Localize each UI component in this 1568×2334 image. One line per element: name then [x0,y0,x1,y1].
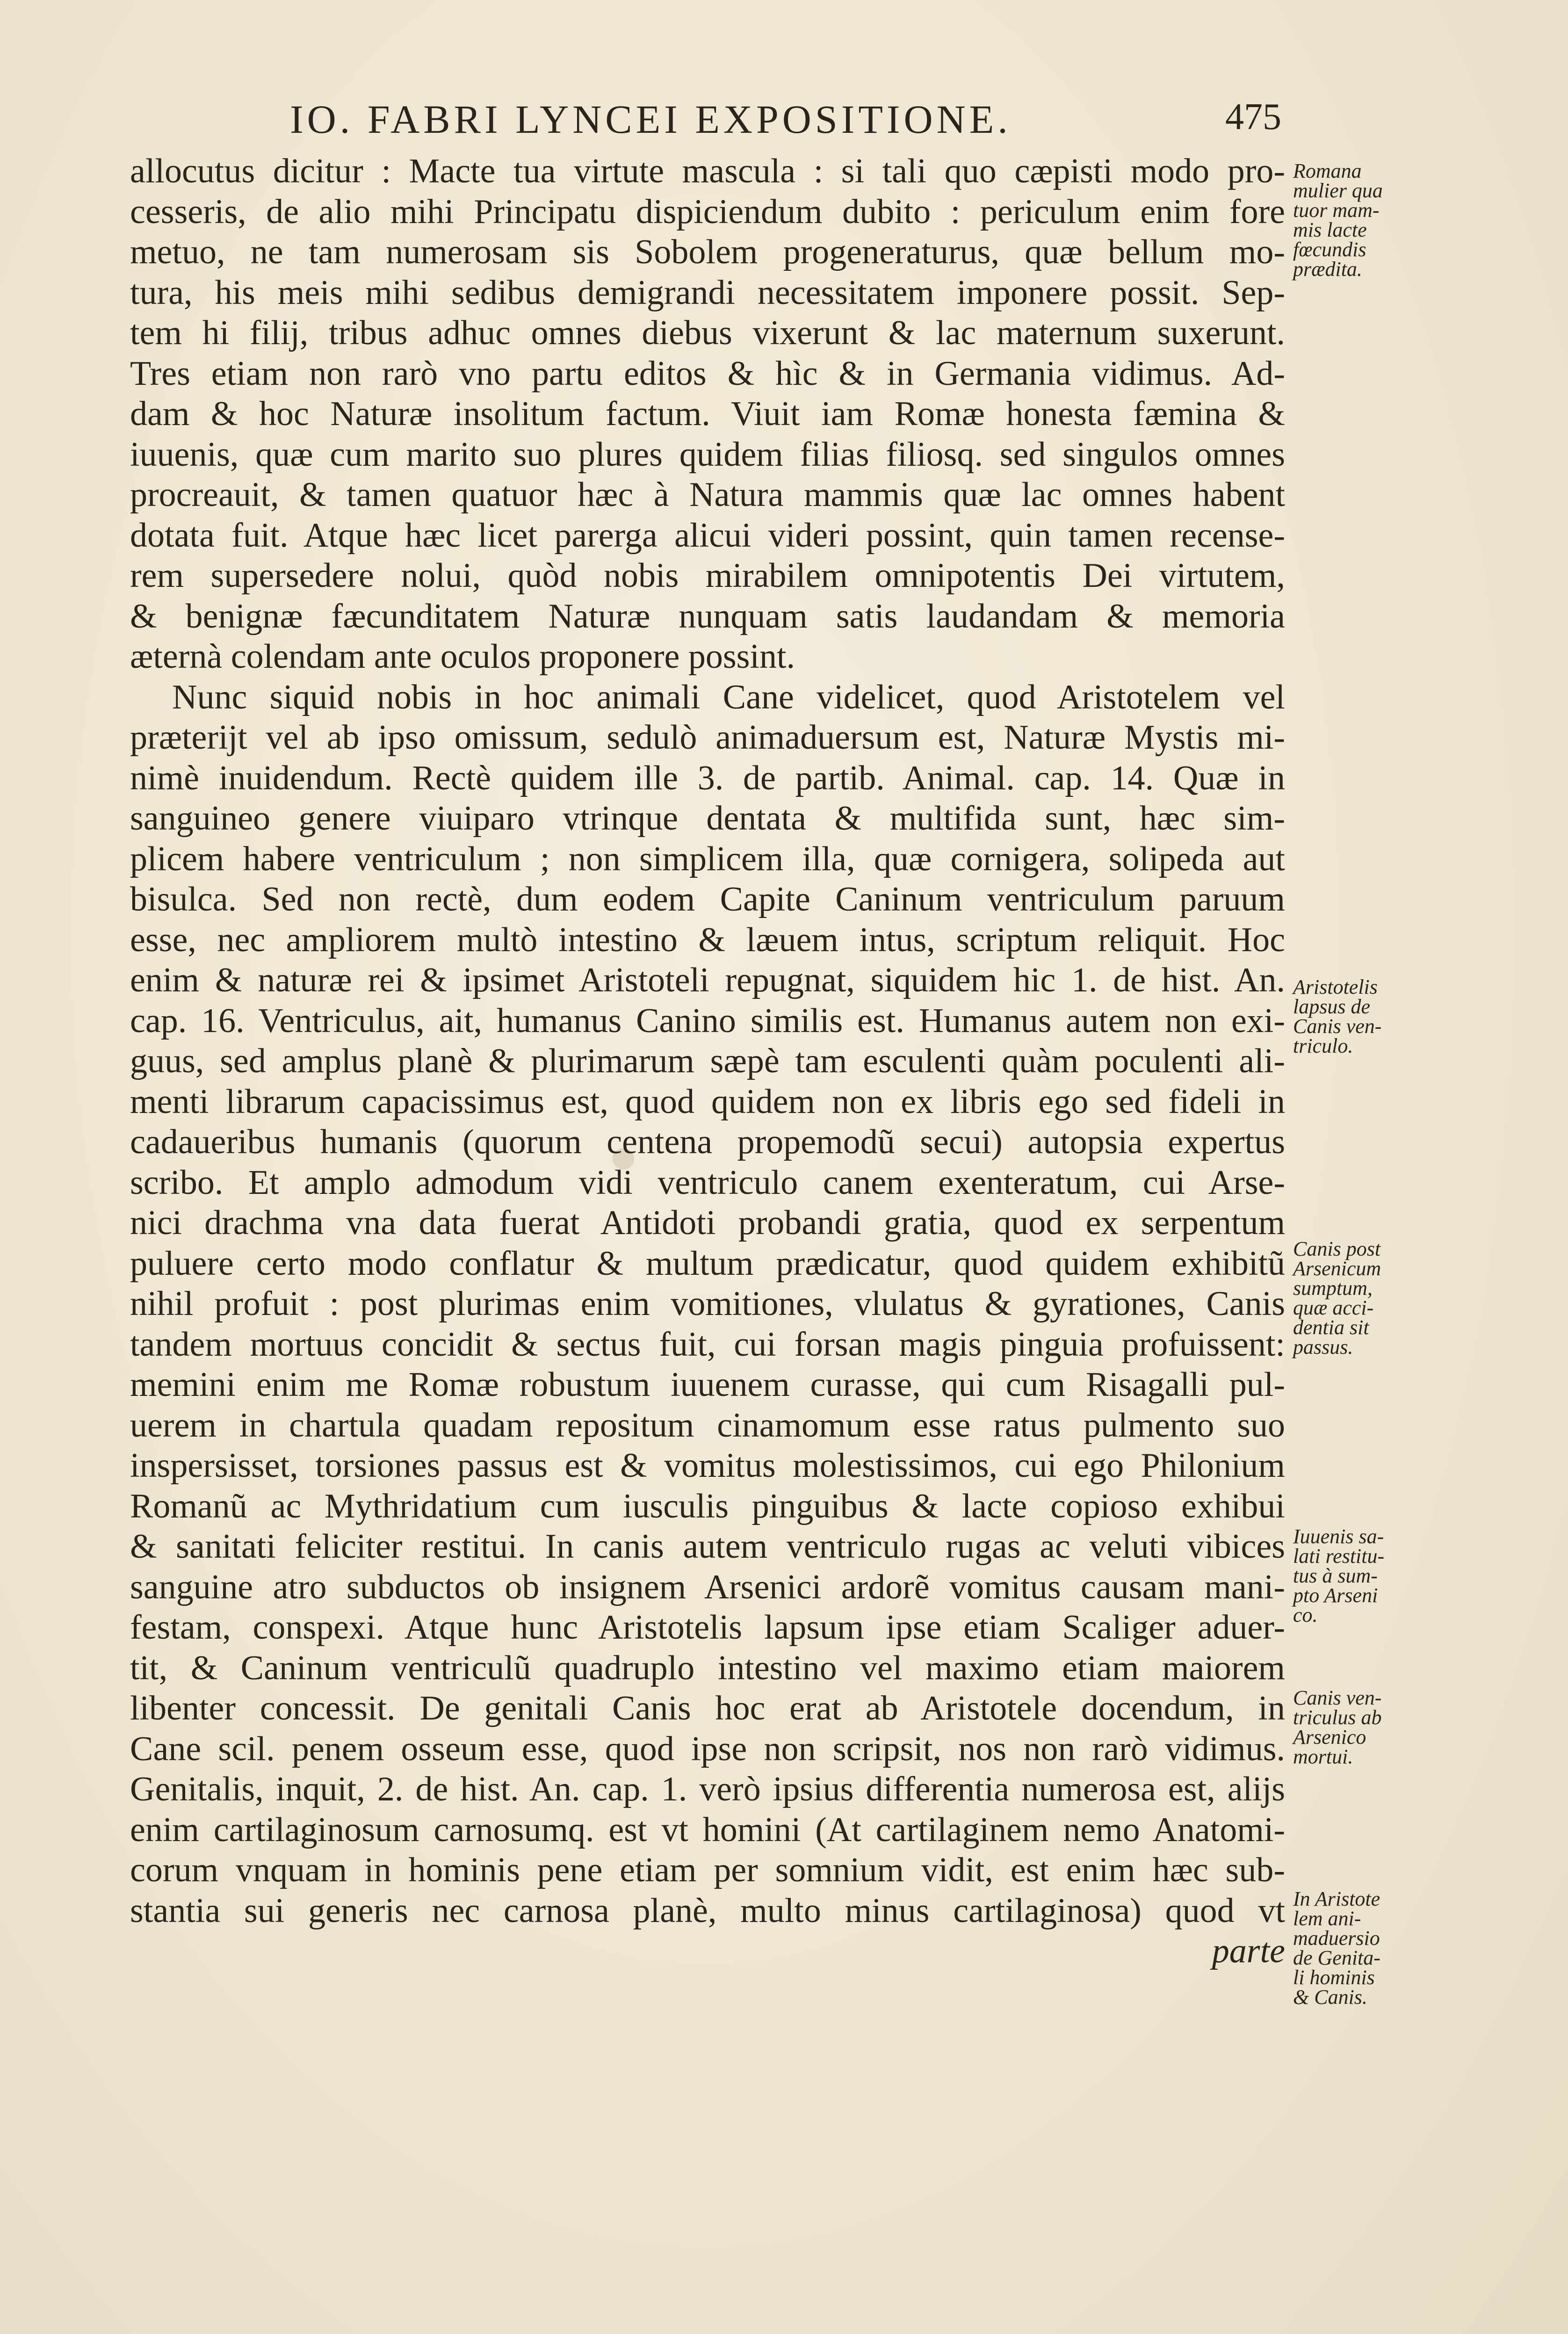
margin-note-line: tuor mam- [1293,199,1380,222]
body-text [130,151,1285,1972]
margin-note [1293,977,1447,1056]
margin-note-line: pto Arseni [1293,1584,1378,1607]
text-line: æternà colendam ante oculos proponere possint. [130,637,795,676]
page-number: 475 [1225,96,1281,137]
text-line: esse, nec ampliorem multò intestino & læuem intus, scriptum reliquit. Hoc [130,920,1285,959]
margin-note-line: co. [1293,1604,1318,1626]
margin-note-line: Romana [1293,159,1362,182]
margin-note-line: tus à sum- [1293,1564,1378,1587]
text-line: dotata fuit. Atque hæc licet parerga alicui videri possint, quin tamen recense- [130,516,1285,555]
margin-note-line: triculus ab [1293,1706,1382,1729]
text-line: tem hi filij, tribus adhuc omnes diebus vixerunt & lac maternum suxerunt. [130,314,1285,352]
margin-note-line: In Aristote [1293,1887,1380,1910]
margin-note-line: prædita. [1293,258,1362,281]
margin-note-line: fœcundis [1293,238,1366,261]
margin-note-line: sumptum, [1293,1277,1373,1300]
text-line: menti librarum capacissimus est, quod quidem non ex libris ego sed fideli in [130,1082,1285,1121]
margin-note-line: lati restitu- [1293,1545,1385,1568]
catchword: parte [1212,1932,1285,1970]
margin-note-line: mis lacte [1293,218,1367,241]
margin-note [1293,161,1447,279]
margin-note-line: passus. [1293,1336,1353,1358]
text-line: corum vnquam in hominis pene etiam per somnium vidit, est enim hæc sub- [130,1851,1285,1889]
text-line: guus, sed amplus planè & plurimarum sæpè tam esculenti quàm poculenti ali- [130,1042,1285,1080]
text-line: iuuenis, quæ cum marito suo plures quidem filias filiosq. sed singulos omnes [130,435,1285,474]
text-line: dam & hoc Naturæ insolitum factum. Viuit iam Romæ honesta fæmina & [130,395,1285,433]
margin-note-line: li hominis [1293,1966,1375,1989]
margin-note-line: triculo. [1293,1034,1353,1057]
text-line: procreauit, & tamen quatuor hæc à Natura mammis quæ lac omnes habent [130,476,1285,514]
text-line: puluere certo modo conflatur & multum prædicatur, quod quidem exhibitũ [130,1244,1285,1283]
text-line: enim cartilaginosum carnosumq. est vt homini (At cartilaginem nemo Anatomi- [130,1810,1285,1849]
margin-note-line: & Canis. [1293,1986,1367,2009]
text-line: nici drachma vna data fuerat Antidoti probandi gratia, quod ex serpentum [130,1204,1285,1242]
text-line: stantia sui generis nec carnosa planè, multo minus cartilaginosa) quod vt [130,1891,1285,1930]
margin-note-line: lem ani- [1293,1907,1361,1930]
text-line: Tres etiam non rarò vno partu editos & hìc & in Germania vidimus. Ad- [130,354,1285,393]
margin-note-line: Canis post [1293,1237,1381,1260]
text-line: enim & naturæ rei & ipsimet Aristoteli repugnat, siquidem hic 1. de hist. An. [130,961,1285,999]
text-line: uerem in chartula quadam repositum cinamomum esse ratus pulmento suo [130,1406,1285,1445]
text-line: sanguine atro subductos ob insignem Arsenici ardorẽ vomitus causam mani- [130,1568,1285,1606]
text-line: bisulca. Sed non rectè, dum eodem Capite Caninum ventriculum paruum [130,880,1285,918]
text-line: præterijt vel ab ipso omissum, sedulò animaduersum est, Naturæ Mystis mi- [130,718,1285,757]
margin-note [1293,1239,1447,1357]
margin-note-line: Arsenico [1293,1726,1366,1749]
text-line: Genitalis, inquit, 2. de hist. An. cap. 1. verò ipsius differentia numerosa est, alijs [130,1770,1285,1808]
text-line: nimè inuidendum. Rectè quidem ille 3. de partib. Animal. cap. 14. Quæ in [130,759,1285,797]
margin-note [1293,1889,1447,2007]
text-line: tura, his meis mihi sedibus demigrandi necessitatem imponere possit. Sep- [130,273,1285,312]
text-line: memini enim me Romæ robustum iuuenem curasse, qui cum Risagalli pul- [130,1366,1285,1404]
margin-note [1293,1688,1447,1767]
margin-note [1293,1527,1447,1625]
text-line: libenter concessit. De genitali Canis hoc erat ab Aristotele docendum, in [130,1689,1285,1727]
margin-note-line: mortui. [1293,1745,1353,1768]
text-line: & benignæ fæcunditatem Naturæ nunquam satis laudandam & memoria [130,597,1285,636]
margin-note-line: quæ acci- [1293,1296,1374,1319]
margin-note-line: mulier qua [1293,179,1383,202]
text-line: tandem mortuus concidit & sectus fuit, cui forsan magis pinguia profuissent: [130,1325,1285,1364]
margin-note-line: Canis ven- [1293,1686,1382,1709]
margin-note-line: Aristotelis [1293,976,1378,998]
text-line: cap. 16. Ventriculus, ait, humanus Canino similis est. Humanus autem non exi- [130,1001,1285,1040]
margin-note-line: Iuuenis sa- [1293,1525,1384,1548]
margin-note-line: maduersio [1293,1927,1380,1950]
text-line: festam, conspexi. Atque hunc Aristotelis lapsum ipse etiam Scaliger aduer- [130,1608,1285,1647]
text-line: cadaueribus humanis (quorum centena propemodũ secui) autopsia expertus [130,1123,1285,1161]
text-line: cesseris, de alio mihi Principatu dispiciendum dubito : periculum enim fore [130,192,1285,231]
text-line: inspersisset, torsiones passus est & vomitus molestissimos, cui ego Philonium [130,1446,1285,1485]
text-line: rem supersedere nolui, quòd nobis mirabilem omnipotentis Dei virtutem, [130,556,1285,595]
page-header [262,96,1281,143]
text-line: Cane scil. penem osseum esse, quod ipse non scripsit, nos non rarò vidimus. [130,1729,1285,1768]
text-line: metuo, ne tam numerosam sis Sobolem progeneraturus, quæ bellum mo- [130,233,1285,271]
margin-note-line: Arsenicum [1293,1257,1381,1280]
text-line: nihil profuit : post plurimas enim vomitiones, vlulatus & gyrationes, Canis [130,1285,1285,1323]
text-line: Nunc siquid nobis in hoc animali Cane videlicet, quod Aristotelem vel [172,678,1285,716]
margin-note-line: lapsus de [1293,995,1370,1018]
text-line: sanguineo genere viuiparo vtrinque dentata & multifida sunt, hæc sim- [130,799,1285,838]
text-line: scribo. Et amplo admodum vidi ventriculo canem exenteratum, cui Arse- [130,1163,1285,1202]
text-line: allocutus dicitur : Macte tua virtute mascula : si tali quo cæpisti modo pro- [130,152,1285,190]
text-line: Romanũ ac Mythridatium cum iusculis pinguibus & lacte copioso exhibui [130,1487,1285,1525]
text-line: & sanitati feliciter restitui. In canis autem ventriculo rugas ac veluti vibices [130,1527,1285,1566]
margin-note-line: de Genita- [1293,1946,1380,1969]
text-line: plicem habere ventriculum ; non simplicem illa, quæ cornigera, solipeda aut [130,839,1285,878]
margin-note-line: Canis ven- [1293,1015,1382,1038]
running-head: IO. FABRI LYNCEI EXPOSITIONE. [290,97,1012,142]
text-line: tit, & Caninum ventriculũ quadruplo intestino vel maximo etiam maiorem [130,1648,1285,1687]
margin-note-line: dentia sit [1293,1316,1369,1339]
